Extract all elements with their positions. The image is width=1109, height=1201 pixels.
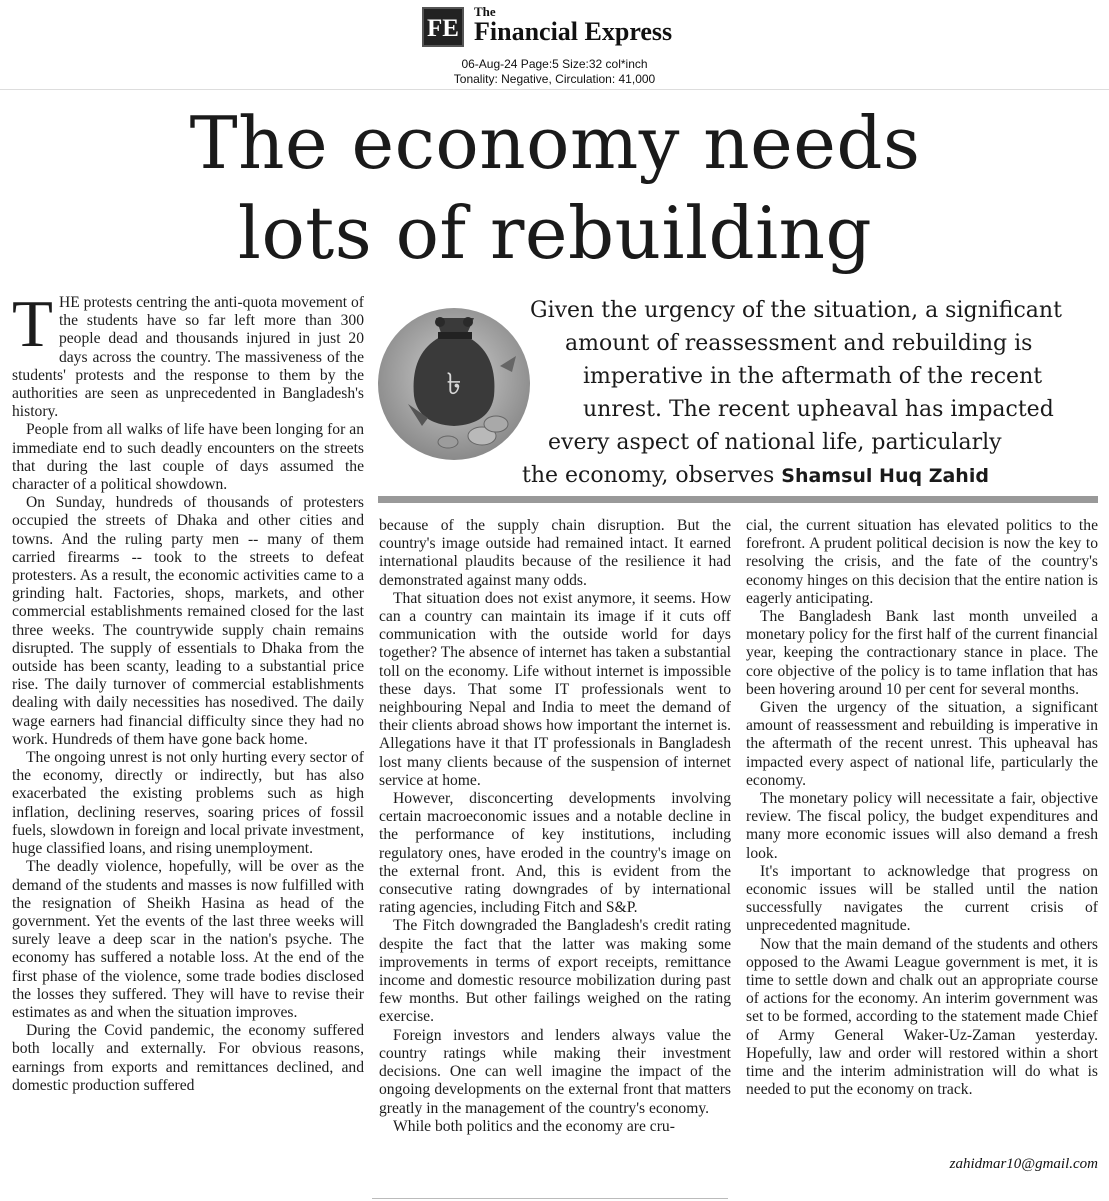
paragraph: Now that the main demand of the students and others opposed to the Awami League government is met, it is time to settle down and chalk out an appropriate course of actions for the economy. An interim government was set to be formed, according to the statement made Chief of Army General Waker-Uz-Zaman yesterday. Hopefully, law and order will restored within a short time and the interim administration will do what is needed to put the economy on track. [746, 935, 1098, 1099]
pull-quote-line: every aspect of national life, particularly [548, 430, 1002, 455]
paragraph: It's important to acknowledge that progress on economic issues will be stalled until the nation successfully navigates the current crisis of unprecedented magnitude. [746, 862, 1098, 935]
paragraph: However, disconcerting developments involving certain macroeconomic issues and a notable decline in the performance of key institutions, including regulatory ones, have eroded in the country's image on the external front. And, this is evident from the consecutive rating downgrades of by international rating agencies, including Fitch and S&P. [379, 790, 731, 917]
author-email: zahidmar10@gmail.com [949, 1156, 1098, 1172]
clipping-meta-size: 06-Aug-24 Page:5 Size:32 col*inch [461, 57, 648, 71]
clipping-meta-tonality: Tonality: Negative, Circulation: 41,000 [453, 72, 656, 86]
pull-quote-divider [378, 496, 1098, 503]
paragraph: The Bangladesh Bank last month unveiled a monetary policy for the first half of the current financial year, keeping the contractionary stance in place. The core objective of the policy is to tame inflation that has been hovering around 10 per cent for several months. [746, 608, 1098, 698]
paragraph: The ongoing unrest is not only hurting every sector of the economy, directly or indirectly, but has also exacerbated the existing problems such as high inflation, declining reserves, soaring prices of fossil fuels, slowdown in foreign and local private investment, huge classified loans, and rising unemployment. [12, 749, 364, 858]
article-column-2 [379, 517, 731, 1136]
drop-cap: T [12, 287, 53, 361]
pull-quote-line: imperative in the aftermath of the recent [583, 364, 1043, 389]
headline-line-2: lots of rebuilding [237, 191, 873, 275]
paragraph: Foreign investors and lenders always value the country ratings while making their investment decisions. One can well imagine the impact of the ongoing developments on the external front that matters greatly in the management of the country's economy. [379, 1026, 731, 1117]
pull-quote-line: unrest. The recent upheaval has impacted [583, 397, 1054, 422]
paragraph: During the Covid pandemic, the economy suffered both locally and externally. For obvious reasons, earnings from exports and remittances declined, and domestic production suffered [12, 1022, 364, 1094]
paragraph: Given the urgency of the situation, a significant amount of reassessment and rebuilding is imperative in the aftermath of the recent unrest. This upheaval has impacted every aspect of national life, particularly the economy. [746, 699, 1098, 789]
paragraph: On Sunday, hundreds of thousands of protesters occupied the streets of Dhaka and other cities and towns. And the ruling party men -- many of them carried firearms -- took to the streets to defeat protesters. As a result, the economic activities came to a grinding halt. Factories, shops, markets, and other commercial establishments remained closed for the last three weeks. The countrywide supply chain remains disrupted. The supply of essentials to Dhaka from the outside has been scanty, leading to a substantial price rise. The daily turnover of commercial establishments dealing with daily necessities has nosedived. The daily wage earners had financial difficulty since they had no work. Hundreds of them have gone back home. [12, 494, 364, 748]
pull-quote-line: amount of reassessment and rebuilding is [565, 331, 1033, 356]
pull-quote-line: Given the urgency of the situation, a significant [530, 298, 1062, 323]
footer-rule [372, 1198, 728, 1199]
pull-quote-line: the economy, observes [522, 463, 782, 488]
paragraph: People from all walks of life have been longing for an immediate end to such deadly encounters on the streets that during the last couple of days assumed the character of a political showdown. [12, 421, 364, 494]
masthead-divider [0, 89, 1109, 90]
paragraph: While both politics and the economy are cru- [393, 1117, 675, 1135]
paragraph: The Fitch downgraded the Bangladesh's credit rating despite the fact that the latter was making some improvements in terms of export receipts, remittance income and domestic resource mobilization during past few months. But other failings weighed on the rating exercise. [379, 917, 731, 1026]
paragraph: The monetary policy will necessitate a fair, objective review. The fiscal policy, the budget expenditures and many more economic issues will also demand a fresh look. [746, 790, 1098, 862]
svg-text:৳: ৳ [446, 367, 462, 402]
headline [100, 98, 1010, 278]
pull-quote [500, 294, 1100, 493]
article-column-1 [12, 287, 364, 1095]
paragraph: That situation does not exist anymore, it seems. How can a country can maintain its image if it cuts off communication with the outside world for days together? The absence of internet has taken a substantial toll on the economy. Life without internet is impossible these days. That some IT professionals went to neighbouring Nepal and India to meet the demand of their clients abroad shows how important the internet is. Allegations have it that IT professionals in Bangladesh lost many clients because of the suspension of internet service at home. [379, 589, 731, 789]
fe-logo: FE [422, 7, 464, 47]
paragraph: The deadly violence, hopefully, will be over as the demand of the students and masses is now fulfilled with the resignation of Sheikh Hasina as head of the government. Yet the events of the last three weeks will surely leave a deep scar in the nation's psyche. The economy has suffered a notable loss. At the end of the first phase of the violence, some trade bodies disclosed the losses they suffered. They will have to revise their estimates as and when the situation improves. [12, 858, 364, 1021]
paragraph: cial, the current situation has elevated politics to the forefront. A prudent political decision is now the key to resolving the crisis, and the fate of the country's economy hinges on this decision that the entire nation is eagerly anticipating. [746, 517, 1098, 607]
byline-author: Shamsul Huq Zahid [781, 465, 989, 487]
publication-article: The [474, 4, 496, 19]
masthead [0, 0, 1109, 88]
paragraph: because of the supply chain disruption. But the country's image outside had remained intact. It earned international plaudits because of the resilience it had demonstrated against many odds. [379, 517, 731, 589]
article-column-3 [746, 517, 1098, 1100]
paragraph: THE protests centring the anti-quota movement of the students have so far left more than 300 people dead and thousands injured in just 20 days across the country. The massiveness of the students' protests and the response to them by the authorities are seen as unprecedented in Bangladesh's history. [12, 287, 364, 421]
publication-name: Financial Express [474, 17, 673, 46]
headline-line-1: The economy needs [189, 101, 921, 185]
